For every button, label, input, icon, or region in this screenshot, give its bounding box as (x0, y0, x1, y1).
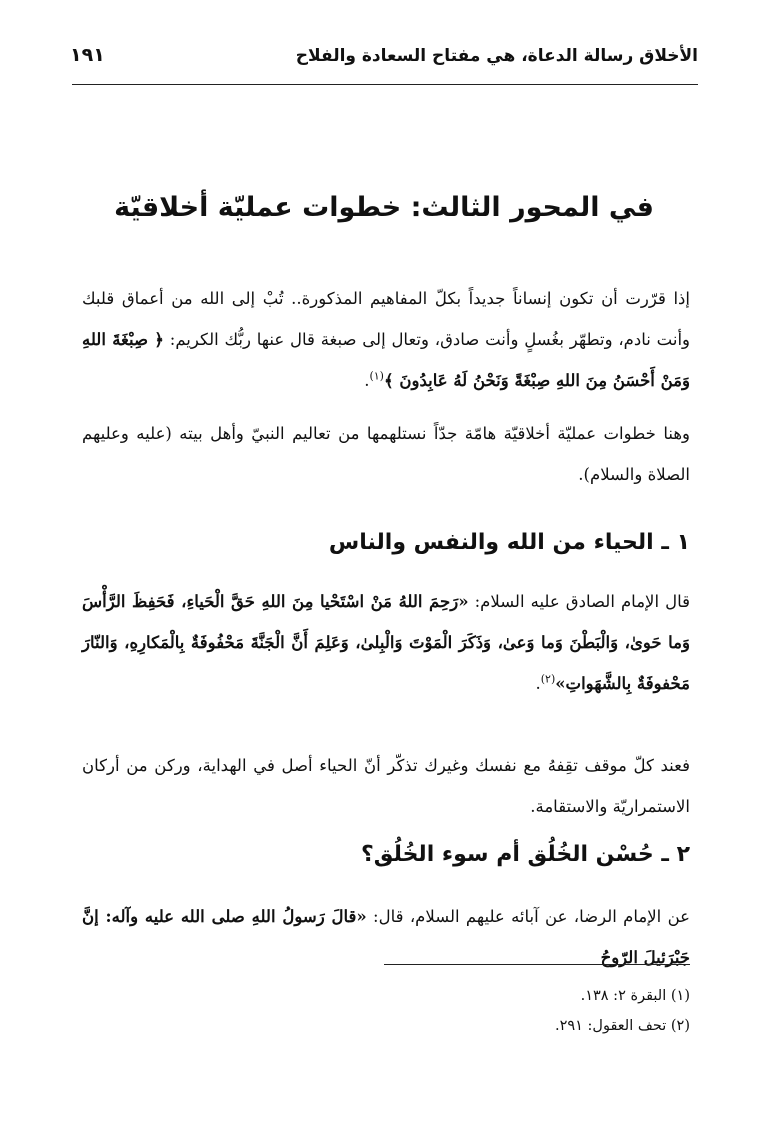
footnote-number: (١) (670, 988, 690, 1004)
footnote-text: تحف العقول: ٢٩١. (554, 1018, 667, 1034)
header-rule (72, 84, 698, 85)
paragraph-text: إذا قرّرت أن تكون إنساناً جديداً بكلّ المفاهيم المذكورة.. تُبْ إلى الله من أعماق قلبك وأنت نادم، وتطهّر بغُسلٍ وأنت صادق، وتعال إلى صبغة قال عنها ربُّك الكريم: (82, 289, 690, 349)
subheading-good-character: ٢ ـ حُسْن الخُلُق أم سوء الخُلُق؟ (361, 842, 690, 867)
subheading-modesty: ١ ـ الحياء من الله والنفس والناس (328, 530, 690, 555)
footnote-2 (82, 1018, 690, 1034)
section-heading: في المحور الثالث: خطوات عمليّة أخلاقيّة (114, 192, 654, 223)
paragraph-steps-intro (82, 413, 690, 495)
page-number: ١٩١ (70, 44, 105, 66)
footnote-ref: (١) (369, 369, 384, 383)
footnote-ref: (٢) (540, 672, 556, 686)
quran-quote: ﴿ صِبْغَةَ اللهِ وَمَنْ أَحْسَنُ مِنَ اللهِ صِبْغَةً وَنَحْنُ لَهُ عَابِدُونَ ﴾ (82, 330, 690, 390)
hadith-quote: «رَحِمَ اللهُ مَنْ اسْتَحْيا مِنَ اللهِ حَقَّ الْحَياءِ، فَحَفِظَ الرَّأْسَ وَما حَوىٰ، وَالْبَطْنَ وَما وَعىٰ، وَذَكَرَ الْمَوْتَ وَالْبِلىٰ، وَعَلِمَ أَنَّ الْجَنَّةَ مَحْفُوفَةٌ بِالْمَكارِهِ، وَالنّارَ مَحْفوفَةٌ بِالشَّهَواتِ» (82, 592, 690, 693)
sentence-end: . (364, 371, 370, 390)
paragraph-text: وهنا خطوات عمليّة أخلاقيّة هامّة جدّاً نستلهمها من تعاليم النبيّ وأهل بيته (عليه وعليهم الصلاة والسلام). (82, 424, 690, 484)
footnote-text: البقرة ٢: ١٣٨. (580, 988, 667, 1004)
sentence-end: . (535, 674, 541, 693)
running-header (70, 42, 698, 80)
paragraph-repentance (82, 278, 690, 401)
footnote-rule (384, 964, 690, 965)
footnote-1 (82, 988, 690, 1004)
paragraph-hadith-sadiq (82, 581, 690, 704)
footnote-number: (٢) (670, 1018, 690, 1034)
paragraph-text: فعند كلّ موقف تقِفهُ مع نفسك وغيرك تذكّر أنّ الحياء أصل في الهداية، وركن من أركان الاستمراريّة والاستقامة. (82, 756, 690, 816)
hadith-quote: «قالَ رَسولُ اللهِ صلى الله عليه وآله: إنَّ جَبْرَئيلَ الرّوحُ (82, 907, 690, 967)
paragraph-text: عن الإمام الرضا، عن آبائه عليهم السلام، قال: (373, 907, 690, 926)
paragraph-text: قال الإمام الصادق عليه السلام: (474, 592, 691, 611)
paragraph-modesty-origin (82, 745, 690, 827)
paragraph-hadith-rida (82, 896, 690, 978)
running-title: الأخلاق رسالة الدعاة، هي مفتاح السعادة والفلاح (295, 46, 698, 66)
